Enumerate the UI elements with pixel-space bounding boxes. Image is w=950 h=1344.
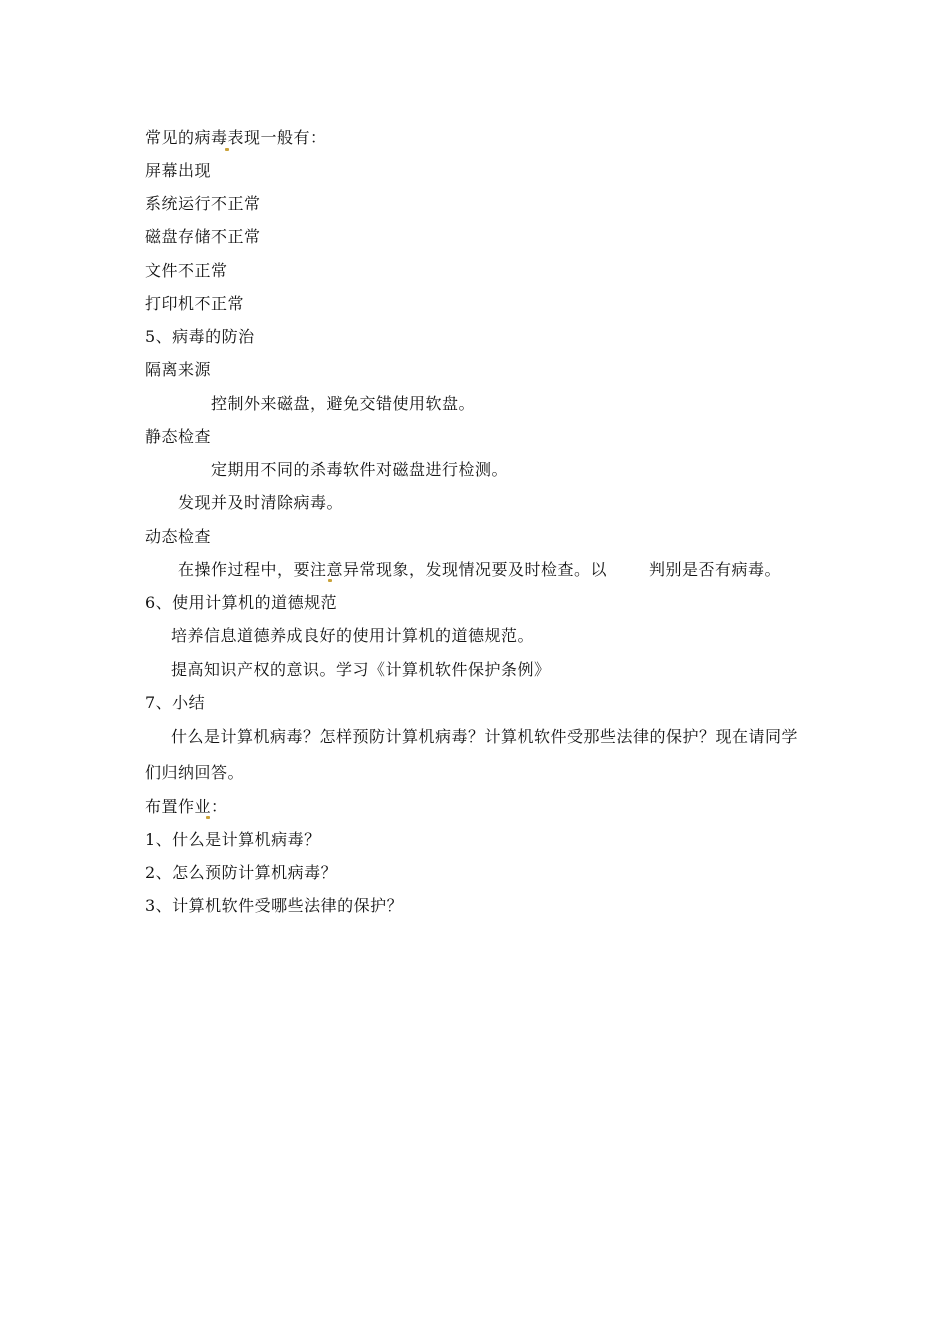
symptom-file: 文件不正常 xyxy=(145,261,228,280)
subheading-static-check: 静态检查 xyxy=(145,427,212,446)
isolation-detail: 控制外来磁盘，避免交错使用软盘。 xyxy=(211,394,476,413)
subheading-isolation: 隔离来源 xyxy=(145,360,212,379)
symptom-screen: 屏幕出现 xyxy=(145,161,212,180)
homework-item-2: 2、怎么预防计算机病毒？ xyxy=(145,863,338,882)
ethics-point-1: 培养信息道德养成良好的使用计算机的道德规范。 xyxy=(171,626,535,645)
homework-item-3: 3、计算机软件受哪些法律的保护？ xyxy=(145,896,404,915)
edit-mark xyxy=(225,148,229,151)
subheading-dynamic-check: 动态检查 xyxy=(145,527,212,546)
edit-mark xyxy=(206,816,210,819)
ethics-point-2: 提高知识产权的意识。学习《计算机软件保护条例》 xyxy=(171,660,551,679)
static-check-detail-2: 发现并及时清除病毒。 xyxy=(178,493,344,512)
section-heading-6: 6、使用计算机的道德规范 xyxy=(145,593,338,612)
symptom-printer: 打印机不正常 xyxy=(145,294,245,313)
homework-heading: 布置作业： xyxy=(145,797,228,816)
static-check-detail: 定期用不同的杀毒软件对磁盘进行检测。 xyxy=(211,460,509,479)
summary-questions-cont: 们归纳回答。 xyxy=(145,763,245,782)
section-heading-5: 5、病毒的防治 xyxy=(145,327,255,346)
symptom-disk: 磁盘存储不正常 xyxy=(145,227,261,246)
virus-symptoms-intro: 常见的病毒表现一般有： xyxy=(145,128,327,147)
summary-questions: 什么是计算机病毒？怎样预防计算机病毒？计算机软件受那些法律的保护？现在请同学 xyxy=(171,727,799,746)
homework-item-1: 1、什么是计算机病毒？ xyxy=(145,830,321,849)
edit-mark xyxy=(328,579,332,582)
dynamic-check-detail: 在操作过程中，要注意异常现象，发现情况要及时检查。以 xyxy=(178,560,608,579)
dynamic-check-detail-end: 判别是否有病毒。 xyxy=(649,560,782,579)
section-heading-7: 7、小结 xyxy=(145,693,206,712)
symptom-system: 系统运行不正常 xyxy=(145,194,261,213)
